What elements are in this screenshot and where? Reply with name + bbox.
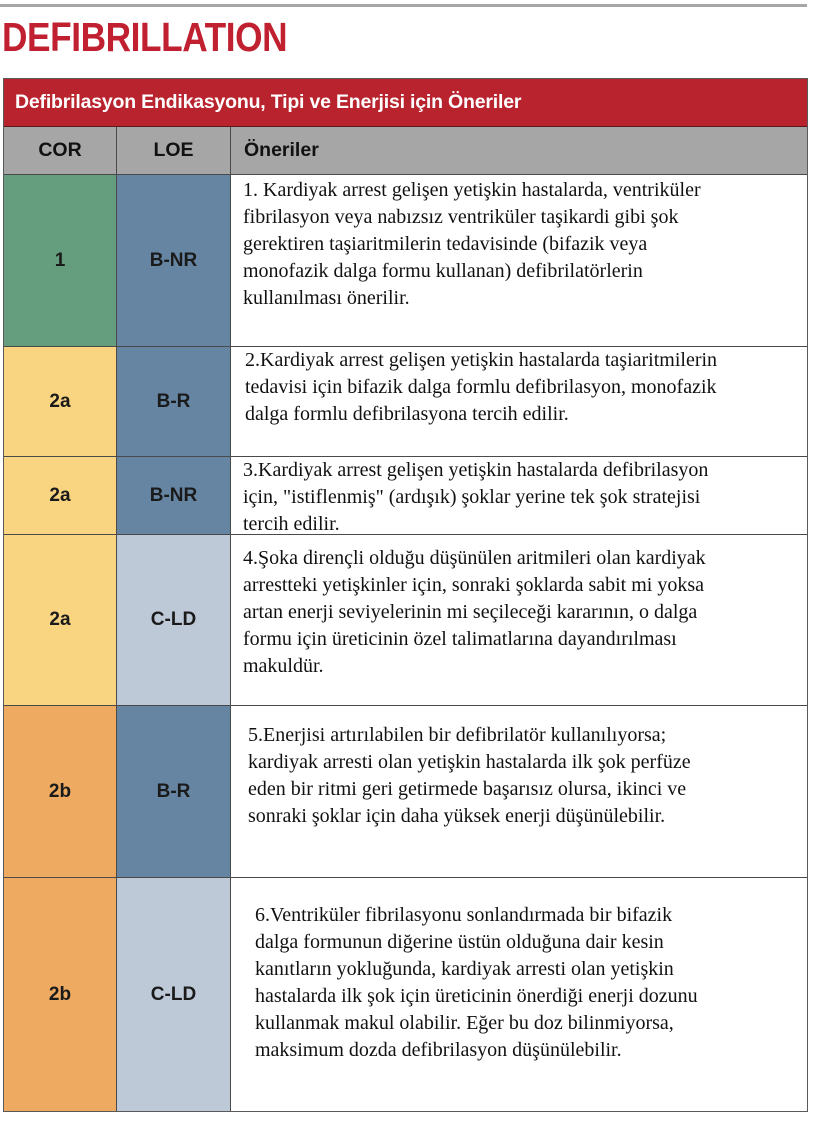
recommendation-text-content: 1. Kardiyak arrest gelişen yetişkin hastalarda, ventriküler fibrilasyon veya nabızsız ventriküler taşikardi gibi şok gerektiren taşiaritmilerin tedavisinde (bifazik veya monofazik dalga formu kullanan) defibrilatörlerin kullanılması önerilir.: [243, 179, 701, 309]
loe-badge: B-R: [117, 706, 231, 877]
cor-badge: 1: [4, 175, 117, 346]
recommendation-text-content: 3.Kardiyak arrest gelişen yetişkin hastalarda defibrilasyon için, "istiflenmiş" (ardışık) şoklar yerine tek şok stratejisi tercih edilir.: [243, 459, 709, 535]
recommendation-text: [231, 878, 807, 1111]
recommendation-text: [231, 457, 807, 534]
table-header-row: [4, 127, 807, 175]
loe-badge: B-NR: [117, 175, 231, 346]
recommendation-text: [231, 175, 807, 346]
table-row: [4, 175, 807, 347]
table-title: Defibrilasyon Endikasyonu, Tipi ve Enerjisi için Öneriler: [4, 79, 807, 127]
cor-badge: 2b: [4, 706, 117, 877]
table-row: [4, 878, 807, 1111]
loe-badge: B-R: [117, 347, 231, 456]
table-row: [4, 347, 807, 457]
table-row: [4, 457, 807, 535]
table-row: [4, 535, 807, 706]
cor-badge: 2a: [4, 535, 117, 705]
top-divider: [0, 4, 807, 7]
recommendation-text: [231, 535, 807, 705]
cor-badge: 2b: [4, 878, 117, 1111]
recommendation-text-content: 4.Şoka dirençli olduğu düşünülen aritmileri olan kardiyak arrestteki yetişkinler için, sonraki şoklarda sabit mi yoksa artan enerji seviyelerinin mi seçileceği kararının, o dalga formu için üreticinin özel talimatlarına dayandırılması makuldür.: [243, 547, 706, 677]
recommendation-text-content: 6.Ventriküler fibrilasyonu sonlandırmada bir bifazik dalga formunun diğerine üstün olduğuna dair kesin kanıtların yokluğunda, kardiyak arresti olan yetişkin hastalarda ilk şok için üreticinin önerdiği enerji dozunu kullanmak makul olabilir. Eğer bu doz bilinmiyorsa, maksimum dozda defibrilasyon düşünülebilir.: [255, 904, 698, 1061]
header-loe: LOE: [117, 127, 231, 174]
table-row: [4, 706, 807, 878]
recommendation-text: [231, 347, 807, 456]
header-recommendations: Öneriler: [244, 139, 319, 161]
recommendation-text: [231, 706, 807, 877]
cor-badge: 2a: [4, 457, 117, 534]
loe-badge: C-LD: [117, 535, 231, 705]
cor-badge: 2a: [4, 347, 117, 456]
header-cor: COR: [4, 127, 117, 174]
recommendation-text-content: 5.Enerjisi artırılabilen bir defibrilatör kullanılıyorsa; kardiyak arresti olan yetişkin hastalarda ilk şok perfüze eden bir ritmi geri getirmede başarısız olursa, ikinci ve sonraki şoklar için daha yüksek enerji düşünülebilir.: [248, 724, 691, 827]
recommendation-text-content: 2.Kardiyak arrest gelişen yetişkin hastalarda taşiaritmilerin tedavisi için bifazik dalga formlu defibrilasyon, monofazik dalga formlu defibrilasyona tercih edilir.: [245, 349, 718, 425]
recommendations-table: [3, 78, 808, 1112]
page-title: DEFIBRILLATION: [2, 14, 288, 60]
loe-badge: C-LD: [117, 878, 231, 1111]
loe-badge: B-NR: [117, 457, 231, 534]
